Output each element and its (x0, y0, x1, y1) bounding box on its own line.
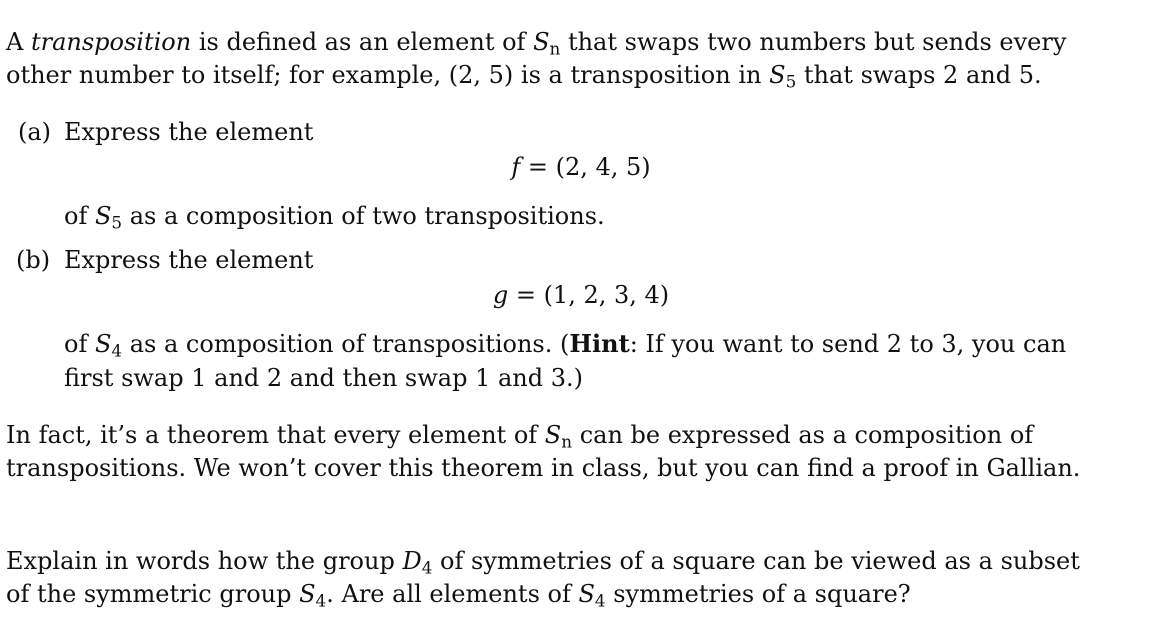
subscript-4: 4 (315, 590, 327, 611)
part-a-equation (0, 155, 1162, 179)
text-fragment: Express the element (64, 118, 314, 146)
question-line-1 (6, 549, 1080, 577)
text-fragment: as a composition of two transpositions. (122, 202, 605, 230)
text-fragment: Express the element (64, 246, 314, 274)
subscript-n: n (561, 431, 573, 452)
subscript-4: 4 (111, 340, 123, 361)
item-label: (a) (18, 118, 52, 146)
subscript-5: 5 (785, 71, 797, 92)
text-fragment: is defined as an element of (191, 28, 534, 56)
remark-line-1 (6, 423, 1033, 451)
text-fragment: that swaps 2 and 5. (796, 61, 1042, 89)
text-fragment: as a composition of transpositions. ( (122, 330, 570, 358)
part-b-equation (0, 283, 1162, 307)
symbol-S: S (533, 28, 550, 56)
text-fragment: . Are all elements of (326, 580, 579, 608)
text-fragment: In fact, it’s a theorem that every element of (6, 421, 545, 449)
equation-rhs: = (2, 4, 5) (520, 153, 651, 181)
subscript-4: 4 (421, 557, 433, 578)
symbol-S: S (769, 61, 786, 89)
part-b-tail-2 (64, 366, 583, 390)
text-fragment: of the symmetric group (6, 580, 300, 608)
symbol-S: S (94, 330, 112, 358)
text-fragment: that swaps two numbers but sends every (560, 28, 1067, 56)
part-a-tail (64, 204, 605, 232)
intro-line-1 (6, 30, 1066, 58)
intro-line-2 (6, 63, 1042, 91)
part-b-prompt (64, 248, 313, 272)
text-fragment: first swap 1 and 2 and then swap 1 and 3.) (64, 364, 584, 392)
hint-label: Hint (569, 329, 630, 358)
part-b-tail-1 (64, 329, 1067, 361)
text-fragment: A (6, 28, 31, 56)
symbol-D: D (402, 547, 422, 575)
symbol-f: f (511, 153, 521, 181)
text-fragment: of (64, 202, 95, 230)
symbol-S: S (299, 580, 316, 608)
text-fragment: symmetries of a square? (605, 580, 911, 608)
symbol-S: S (544, 421, 562, 449)
text-fragment: of (64, 330, 95, 358)
subscript-4: 4 (594, 590, 606, 611)
symbol-g: g (492, 281, 509, 309)
text-fragment: of symmetries of a square can be viewed as a subset (432, 547, 1080, 575)
subscript-n: n (549, 38, 561, 59)
part-a-prompt (64, 120, 313, 144)
text-fragment: transpositions. We won’t cover this theorem in class, but you can find a proof in Gallian. (6, 454, 1081, 482)
text-fragment: Explain in words how the group (6, 547, 403, 575)
text-fragment: : If you want to send 2 to 3, you can (629, 330, 1067, 358)
question-line-2 (6, 582, 911, 610)
text-fragment: can be expressed as a composition of (572, 421, 1034, 449)
part-b-label (16, 248, 50, 272)
remark-line-2 (6, 456, 1080, 480)
term-transposition: transposition (30, 28, 192, 56)
symbol-S: S (578, 580, 595, 608)
part-a-label (18, 120, 51, 144)
symbol-S: S (94, 202, 112, 230)
text-fragment: other number to itself; for example, (2, 5) is a transposition in (6, 61, 770, 89)
subscript-5: 5 (111, 212, 123, 233)
item-label: (b) (16, 246, 51, 274)
equation-rhs: = (1, 2, 3, 4) (508, 281, 670, 309)
